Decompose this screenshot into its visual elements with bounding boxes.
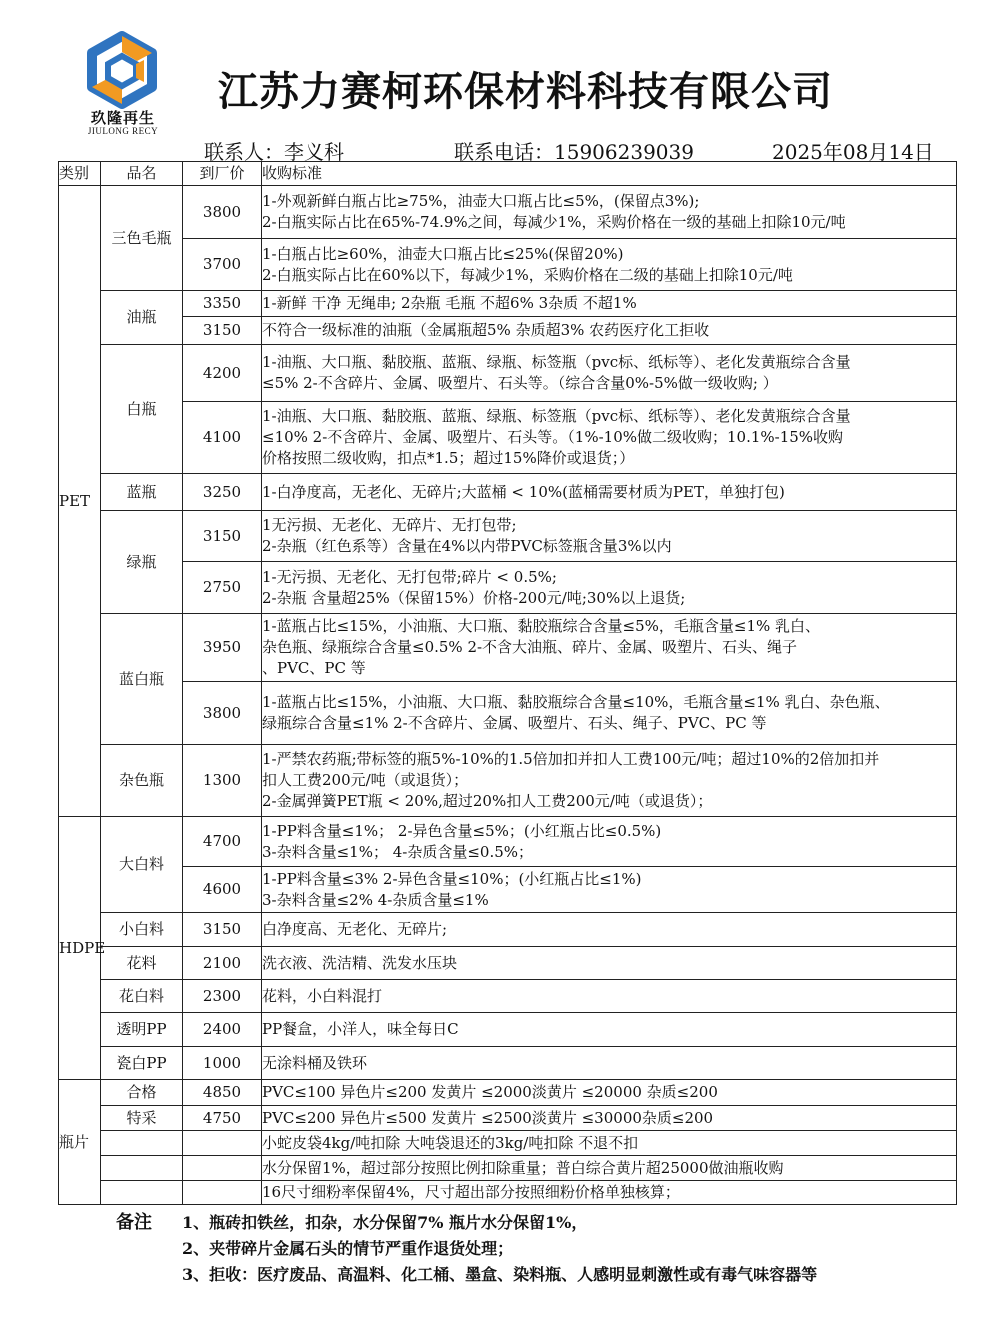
table-row <box>59 239 957 291</box>
standard-line: 2-杂瓶 含量超25%（保留15%）价格-200元/吨;30%以上退货; <box>262 588 686 607</box>
standard-line: 扣人工费200元/吨（或退货）； <box>262 771 469 789</box>
table-row <box>59 682 957 745</box>
standard-line: 花料，小白料混打 <box>262 986 383 1005</box>
notes-section <box>116 1210 817 1288</box>
standard-cell <box>262 1013 957 1047</box>
standard-line: 1-油瓶、大口瓶、黏胶瓶、蓝瓶、绿瓶、标签瓶（pvc标、纸标等）、老化发黄瓶综合含量 <box>262 407 851 425</box>
standard-line: PP餐盒，小洋人，味全每日C <box>262 1020 459 1038</box>
standard-line: 2-白瓶实际占比在65%-74.9%之间，每减少1%，采购价格在一级的基础上扣除10元/吨 <box>262 213 846 231</box>
notes-row <box>116 1236 817 1262</box>
price-cell: 4850 <box>183 1080 262 1106</box>
price-cell: 4200 <box>183 345 262 402</box>
price-cell <box>183 1156 262 1181</box>
price-cell: 3350 <box>183 291 262 317</box>
table-row <box>59 474 957 511</box>
price-cell: 4600 <box>183 867 262 913</box>
table-row <box>59 317 957 345</box>
standard-line: 无涂料桶及铁环 <box>262 1053 368 1072</box>
standard-line: 1-PP料含量≤3% 2-异色含量≤10%；(小红瓶占比≤1%) <box>262 869 642 888</box>
note-item: 1、瓶砖扣铁丝，扣杂，水分保留7% 瓶片水分保留1%， <box>182 1213 588 1232</box>
standard-line: 水分保留1%，超过部分按照比例扣除重量；普白综合黄片超25000做油瓶收购 <box>262 1158 784 1177</box>
standard-cell <box>262 1080 957 1106</box>
price-cell: 3150 <box>183 317 262 345</box>
product-name: 蓝白瓶 <box>101 614 183 745</box>
category-cell: 瓶片 <box>59 1080 101 1205</box>
header-category: 类别 <box>59 162 101 186</box>
product-name: 绿瓶 <box>101 511 183 614</box>
product-name: 大白料 <box>101 817 183 913</box>
table-row <box>59 867 957 913</box>
price-cell: 4750 <box>183 1106 262 1131</box>
price-cell: 3150 <box>183 511 262 562</box>
standard-cell <box>262 291 957 317</box>
product-name: 瓷白PP <box>101 1047 183 1080</box>
price-cell <box>183 1181 262 1205</box>
price-cell: 2400 <box>183 1013 262 1047</box>
product-name: 花料 <box>101 947 183 980</box>
logo-chinese-name: 玖隆再生 <box>90 109 155 127</box>
standard-line: 、PVC、PC 等 <box>262 659 366 677</box>
standard-line: 1-外观新鲜白瓶占比≥75%，油壶大口瓶占比≤5%，(保留点3%); <box>262 192 700 210</box>
standard-cell <box>262 682 957 745</box>
standard-cell <box>262 867 957 913</box>
category-cell: HDPE <box>59 817 101 1080</box>
standard-line: 白净度高、无老化、无碎片; <box>262 920 448 938</box>
price-table <box>58 161 957 1205</box>
category-cell: PET <box>59 186 101 817</box>
price-cell: 2300 <box>183 980 262 1013</box>
standard-line: 1-PP料含量≤1%； 2-异色含量≤5%；(小红瓶占比≤0.5%) <box>262 821 662 840</box>
price-cell: 2750 <box>183 562 262 614</box>
standard-line: 2-白瓶实际占比在60%以下，每减少1%，采购价格在二级的基础上扣除10元/吨 <box>262 265 793 284</box>
header-name: 品名 <box>101 162 183 186</box>
standard-cell <box>262 947 957 980</box>
table-row <box>59 980 957 1013</box>
price-cell: 2100 <box>183 947 262 980</box>
price-cell: 1300 <box>183 745 262 817</box>
standard-line: PVC≤200 异色片≤500 发黄片 ≤2500淡黄片 ≤30000杂质≤200 <box>262 1108 714 1127</box>
standard-line: 1-新鲜 干净 无绳串; 2杂瓶 毛瓶 不超6% 3杂质 不超1% <box>262 294 637 312</box>
header-standard: 收购标准 <box>262 162 957 186</box>
table-row <box>59 1080 957 1106</box>
table-row <box>59 1013 957 1047</box>
notes-row <box>116 1210 817 1236</box>
table-row <box>59 1106 957 1131</box>
table-row <box>59 1156 957 1181</box>
standard-line: 小蛇皮袋4kg/吨扣除 大吨袋退还的3kg/吨扣除 不退不扣 <box>262 1133 639 1152</box>
standard-line: ≤5% 2-不含碎片、金属、吸塑片、石头等。（综合含量0%-5%做一级收购; ） <box>262 374 778 392</box>
standard-line: 不符合一级标准的油瓶（金属瓶超5% 杂质超3% 农药医疗化工拒收 <box>262 321 710 339</box>
table-row <box>59 745 957 817</box>
standard-line: 1-蓝瓶占比≤15%，小油瓶、大口瓶、黏胶瓶综合含量≤10%，毛瓶含量≤1% 乳白、杂色瓶、 <box>262 693 890 711</box>
price-cell: 3950 <box>183 614 262 682</box>
price-cell: 3250 <box>183 474 262 511</box>
product-name: 三色毛瓶 <box>101 186 183 291</box>
standard-cell <box>262 317 957 345</box>
standard-cell <box>262 1106 957 1131</box>
standard-cell <box>262 817 957 867</box>
standard-cell <box>262 913 957 947</box>
note-item: 2、夹带碎片金属石头的情节严重作退货处理； <box>182 1239 514 1258</box>
standard-cell <box>262 186 957 239</box>
product-name: 合格 <box>101 1080 183 1106</box>
empty-name-cell <box>101 1156 183 1181</box>
note-item: 3、拒收：医疗废品、高温料、化工桶、墨盒、染料瓶、人感明显刺激性或有毒气味容器等 <box>182 1265 818 1284</box>
standard-line: 2-金属弹簧PET瓶 < 20%,超过20%扣人工费200元/吨（或退货）； <box>262 792 713 810</box>
standard-line: 1-油瓶、大口瓶、黏胶瓶、蓝瓶、绿瓶、标签瓶（pvc标、纸标等）、老化发黄瓶综合含量 <box>262 353 851 371</box>
standard-cell <box>262 562 957 614</box>
price-cell: 4100 <box>183 402 262 474</box>
standard-cell <box>262 1047 957 1080</box>
standard-line: 1-白瓶占比≥60%，油壶大口瓶占比≤25%(保留20%) <box>262 244 624 263</box>
document-date: 2025年08月14日 <box>772 140 934 164</box>
product-name: 透明PP <box>101 1013 183 1047</box>
product-name: 蓝瓶 <box>101 474 183 511</box>
standard-line: 3-杂料含量≤2% 4-杂质含量≤1% <box>262 890 489 909</box>
table-row <box>59 186 957 239</box>
standard-cell <box>262 980 957 1013</box>
standard-line: ≤10% 2-不含碎片、金属、吸塑片、石头等。（1%-10%做二级收购；10.1%-15%收购 <box>262 428 844 446</box>
table-row <box>59 947 957 980</box>
standard-line: 绿瓶综合含量≤1% 2-不含碎片、金属、吸塑片、石头、绳子、PVC、PC 等 <box>262 714 767 732</box>
notes-row <box>116 1262 817 1288</box>
product-name: 特采 <box>101 1106 183 1131</box>
contact-person: 联系人：李义科 <box>204 140 344 164</box>
table-row <box>59 345 957 402</box>
price-cell: 4700 <box>183 817 262 867</box>
product-name: 花白料 <box>101 980 183 1013</box>
price-cell <box>183 1131 262 1156</box>
standard-cell <box>262 474 957 511</box>
standard-cell <box>262 1181 957 1205</box>
empty-name-cell <box>101 1131 183 1156</box>
standard-line: 洗衣液、洗洁精、洗发水压块 <box>262 953 458 972</box>
standard-line: 1-无污损、无老化、无打包带;碎片 < 0.5%; <box>262 567 557 586</box>
table-row <box>59 817 957 867</box>
table-row <box>59 291 957 317</box>
standard-cell <box>262 745 957 817</box>
standard-cell <box>262 345 957 402</box>
standard-cell <box>262 511 957 562</box>
standard-line: 1-严禁农药瓶;带标签的瓶5%-10%的1.5倍加扣并扣人工费100元/吨；超过10%的2倍加扣并 <box>262 750 880 768</box>
price-cell: 3800 <box>183 682 262 745</box>
logo-english-name: JIULONG RECY <box>87 126 159 136</box>
table-row <box>59 1131 957 1156</box>
product-name: 小白料 <box>101 913 183 947</box>
standard-line: 16尺寸细粉率保留4%，尺寸超出部分按照细粉价格单独核算； <box>262 1183 680 1201</box>
table-row <box>59 562 957 614</box>
standard-cell <box>262 239 957 291</box>
standard-cell <box>262 1156 957 1181</box>
product-name: 杂色瓶 <box>101 745 183 817</box>
standard-line: 价格按照二级收购，扣点*1.5；超过15%降价或退货；） <box>262 449 635 467</box>
price-cell: 3800 <box>183 186 262 239</box>
standard-line: 1-白净度高，无老化、无碎片;大蓝桶 < 10%(蓝桶需要材质为PET，单独打包) <box>262 482 785 501</box>
standard-cell <box>262 402 957 474</box>
standard-line: 1无污损、无老化、无碎片、无打包带; <box>262 516 517 534</box>
standard-line: PVC≤100 异色片≤200 发黄片 ≤2000淡黄片 ≤20000 杂质≤200 <box>262 1083 718 1101</box>
table-row <box>59 402 957 474</box>
price-cell: 3150 <box>183 913 262 947</box>
contact-phone: 联系电话：15906239039 <box>454 140 694 164</box>
table-row <box>59 614 957 682</box>
standard-cell <box>262 1131 957 1156</box>
notes-label: 备注 <box>116 1212 152 1233</box>
standard-line: 杂色瓶、绿瓶综合含量≤0.5% 2-不含大油瓶、碎片、金属、吸塑片、石头、绳子 <box>262 638 798 656</box>
table-row <box>59 511 957 562</box>
standard-cell <box>262 614 957 682</box>
price-cell: 3700 <box>183 239 262 291</box>
table-row <box>59 913 957 947</box>
product-name: 油瓶 <box>101 291 183 345</box>
standard-line: 2-杂瓶（红色系等）含量在4%以内带PVC标签瓶含量3%以内 <box>262 537 672 555</box>
table-row <box>59 1047 957 1080</box>
product-name: 白瓶 <box>101 345 183 474</box>
table-header-row <box>59 162 957 186</box>
standard-line: 3-杂料含量≤1%； 4-杂质含量≤0.5%； <box>262 842 534 861</box>
company-title: 江苏力赛柯环保材料科技有限公司 <box>218 69 833 115</box>
empty-name-cell <box>101 1181 183 1205</box>
header-price: 到厂价 <box>183 162 262 186</box>
price-cell: 1000 <box>183 1047 262 1080</box>
standard-line: 1-蓝瓶占比≤15%，小油瓶、大口瓶、黏胶瓶综合含量≤5%，毛瓶含量≤1% 乳白、 <box>262 617 821 635</box>
company-logo-icon <box>86 34 158 106</box>
table-row <box>59 1181 957 1205</box>
